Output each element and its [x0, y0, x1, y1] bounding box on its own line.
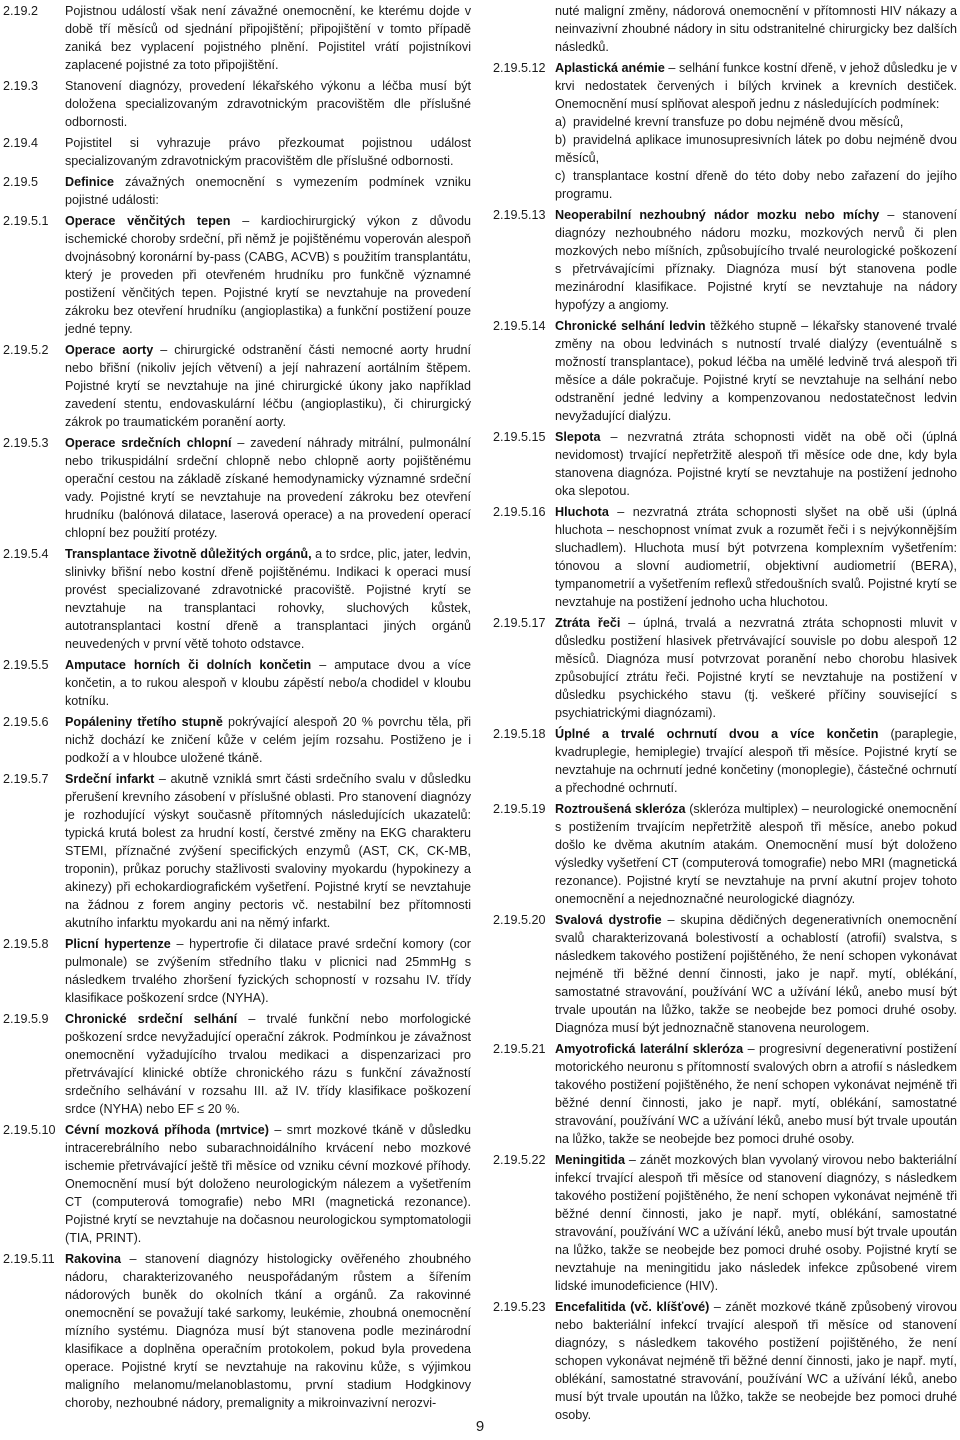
clause	[3, 173, 471, 209]
clause	[3, 713, 471, 767]
clause-text: – zánět mozkové tkáně způsobený virovou nebo bakteriální infekcí trvající alespoň tři měsíce od stanovení diagnózy, s následkem takového postižení pojištěného, že není schopen vykonávat nejméně tři běžné denní činnosti, jako je např. mytí, oblékání, samostatné stravování, používání WC a užívání léků, anebo musí být trvale upoután na lůžko, takže se neobejde bez pomoci druhé osoby.	[555, 1300, 957, 1422]
clause	[493, 503, 957, 611]
clause-text: Pojistitel si vyhrazuje právo přezkoumat pojistnou událost specializovaným zdravotnickým pracovištěm dle příslušné odbornosti.	[65, 136, 471, 168]
clause-number: 2.19.5.14	[493, 319, 546, 333]
clause-body	[65, 1121, 471, 1247]
clause-text: Stanovení diagnózy, provedení lékařského výkonu a léčba musí být doložena specializovaným zdravotnickým pracovištěm dle příslušné odbornosti.	[65, 79, 471, 129]
clause-number: 2.19.5.22	[493, 1153, 546, 1167]
clause-text: – stanovení diagnózy nezhoubného nádoru mozku, mozkových nervů či plen mozkových nebo míšních, způsobujícího trvalé neurologické poškození s přetrvávajícími příznaky. Diagnóza musí být stanovena podle mezinárodní klasifikace. Pojistné krytí se nevztahuje na nádory hypofýzy a angiomy.	[555, 208, 957, 312]
clause-number: 2.19.5.7	[3, 772, 49, 786]
clause-term: Neoperabilní nezhoubný nádor mozku nebo míchy	[555, 208, 880, 222]
clause-body	[65, 212, 471, 338]
clause-term: Srdeční infarkt	[65, 772, 155, 786]
clause-subitem	[555, 167, 957, 203]
clause	[3, 341, 471, 431]
clause-number: 2.19.4	[3, 136, 39, 150]
clause-body	[555, 503, 957, 611]
clause-body	[65, 434, 471, 542]
subitem-text: transplantace kostní dřeně do této doby nebo zařazení do jejího programu.	[555, 169, 957, 201]
clause-text: závažných onemocnění s vymezením podmínek vzniku pojistné události:	[65, 175, 471, 207]
clause-term: Chronické srdeční selhání	[65, 1012, 238, 1026]
clause-term: Popáleniny třetího stupně	[65, 715, 223, 729]
clause-number: 2.19.5.20	[493, 913, 546, 927]
clause-text: – chirurgické odstranění části nemocné aorty hrudní nebo břišní (nikoliv jejích větvení) a její nahrazení aortálním štěpem. Pojistné krytí se nevztahuje na jiné chirurgické úkony jako například zavedení stentu, endovaskulární léčbu (angioplastiku), či chirurgický zákrok po traumatickém poranění aorty.	[65, 343, 471, 429]
clause-text: – skupina dědičných degenerativních onemocnění svalů charakterizovaná bolestivostí a ochablostí (atrofií) svalstva, s následkem takového postižení pojištěného, že není schopen vykonávat nejméně tři běžné denní činnosti, jako je např. mytí, oblékání, samostatné stravování, používání WC a užívání léků, anebo musí být trvale upoután na lůžko, takže se neobejde bez pomoci druhé osoby. Diagnóza musí být jednoznačně stanovena neurologem.	[555, 913, 957, 1035]
clause-body	[555, 1298, 957, 1424]
clause-text: – kardiochirurgický výkon z důvodu ischemické choroby srdeční, při němž je pojištěnému voperován alespoň dvojnásobný koronární by-pass (CABG, ACVB) s použitím transplantátu, který je proveden při otevřeném hrudníku pro funkčně významné postižení věnčitých tepen. Pojistné krytí se nevztahuje na provedení zákroku bez otevření hrudníku (angioplastika) a funkční postižení pouze jedné tepny.	[65, 214, 471, 336]
clause-body	[555, 206, 957, 314]
clause-number: 2.19.5.6	[3, 715, 49, 729]
clause-number: 2.19.3	[3, 79, 39, 93]
clause-term: Roztroušená skleróza	[555, 802, 686, 816]
clause-text: (paraplegie, kvadruplegie, hemiplegie) trvající alespoň tři měsíce. Pojistné krytí se nevztahuje na ochrnutí jedné končetiny (monoplegie), částečné ochrnutí a přechodné ochrnutí.	[555, 727, 957, 795]
clause	[493, 428, 957, 500]
clause-number: 2.19.2	[3, 4, 39, 18]
clause-text: – smrt mozkové tkáně v důsledku intracerebrálního nebo subarachnoidálního krvácení nebo mozkové ischemie přetrvávající ještě tři měsíce od vzniku cévní mozkové příhody. Onemocnění musí být doloženo neurologickým nálezem a vyšetřením CT (computerová tomografie) nebo MRI (magnetická rezonance). Pojistné krytí se nevztahuje na dočasnou neurologickou symptomatologii (TIA, PRINT).	[65, 1123, 471, 1245]
clause	[3, 1010, 471, 1118]
clause-text: – hypertrofie či dilatace pravé srdeční komory (cor pulmonale) se zvýšením středního tlaku v plicnici nad 25mmHg s následkem trvalého zhoršení fyzických schopností v rozsahu IV. třídy klasifikace poškození srdce (NYHA).	[65, 937, 471, 1005]
clause-number: 2.19.5.11	[3, 1252, 55, 1266]
subitem-text: pravidelná aplikace imunosupresivních látek po dobu nejméně dvou měsíců,	[555, 133, 957, 165]
clause-body	[65, 341, 471, 431]
clause-body	[65, 1250, 471, 1412]
clause	[493, 911, 957, 1037]
clause-body	[555, 2, 957, 56]
clause-body	[555, 1151, 957, 1295]
page-number: 9	[475, 1418, 485, 1435]
clause-body	[555, 911, 957, 1037]
clause-number: 2.19.5.2	[3, 343, 49, 357]
clause-text: – selhání funkce kostní dřeně, v jehož důsledku je v krvi nedostatek červených i bílých krvinek a krevních destiček. Onemocnění musí splňovat alespoň jednu z následujících podmínek:	[555, 61, 957, 111]
clause-body	[65, 77, 471, 131]
clause-body	[65, 173, 471, 209]
clause-term: Operace srdečních chlopní	[65, 436, 232, 450]
clause-term: Amyotrofická laterální skleróza	[555, 1042, 744, 1056]
clause-text: – progresivní degenerativní postižení motorického neuronu s přítomností svalových obrn a atrofií s následkem takového postižení pojištěného, že není schopen vykonávat nejméně tři běžné denní činnosti, jako je např. mytí, oblékání, samostatné stravování, používání WC a užívání léků, anebo musí být trvale upoután na lůžko, takže se neobejde bez pomoci druhé osoby.	[555, 1042, 957, 1146]
subitem-label: a)	[555, 115, 567, 129]
clause	[493, 2, 957, 56]
clause-number: 2.19.5.17	[493, 616, 546, 630]
clause	[3, 935, 471, 1007]
clause-number: 2.19.5.9	[3, 1012, 49, 1026]
clause-term: Cévní mozková příhoda (mrtvice)	[65, 1123, 269, 1137]
clause	[3, 434, 471, 542]
clause-text: – nezvratná ztráta schopnosti slyšet na obě uši (úplná hluchota – neschopnost vnímat zvuk a rozumět řeči i s nejvýkonnějším sluchadlem). Hluchota musí být potvrzena komplexním vyšetřením: tónovou a slovní audiometrií, objektivní audiometrií (BERA), tympanometrií a vyšetřením reflexů středoušních svalů. Pojistné krytí se nevztahuje na postižení jednoho ucha hluchotou.	[555, 505, 957, 609]
clause	[3, 134, 471, 170]
clause-text: pokrývající alespoň 20 % povrchu těla, při nichž dochází ke zničení kůže v celém jejím rozsahu. Postiženo je i podkoží a v hloubce uložené tkáně.	[65, 715, 472, 765]
clause-number: 2.19.5.13	[493, 208, 546, 222]
clause-text: nuté maligní změny, nádorová onemocnění v přítomnosti HIV nákazy a neinvazivní zhoubné nádory in situ odstranitelné chirurgicky bez dalších následků.	[555, 4, 957, 54]
clause-term: Hluchota	[555, 505, 609, 519]
clause-term: Encefalitida (vč. klíšťové)	[555, 1300, 710, 1314]
clause-term: Transplantace životně důležitých orgánů,	[65, 547, 312, 561]
clause	[3, 545, 471, 653]
clause-text: – zavedení náhrady mitrální, pulmonální nebo trikuspidální srdeční chlopně nebo chlopně aorty pojištěnému operační cestou na základě získané hemodynamicky významné srdeční vady. Pojistné krytí se nevztahuje na provedení zákroku bez otevření hrudníku (balónová dilatace, laserová operace) a na provedení operací chlopní bez použití protézy.	[65, 436, 471, 540]
clause	[493, 614, 957, 722]
clause-subitem	[555, 131, 957, 167]
clause-number: 2.19.5.3	[3, 436, 49, 450]
clause	[493, 206, 957, 314]
clause-text: – úplná, trvalá a nezvratná ztráta schopnosti mluvit v důsledku postižení hlasivek přetrvávající souvisle po dobu alespoň 12 měsíců. Diagnóza musí potvrzovat poranění nebo chorobu hlasivek způsobující ztrátu řeči. Pojistné krytí se nevztahuje na postižení v důsledku psychického stavu (tj. veškeré příčiny související s psychiatrickými diagnózami).	[555, 616, 957, 720]
clause-term: Operace věnčitých tepen	[65, 214, 231, 228]
clause-text: těžkého stupně – lékařsky stanovené trvalé změny na obou ledvinách s nutností trvalé dialýzy (eventuálně s možností transplantace), pokud léčba na umělé ledvině trvá alespoň tři měsíce a dále pokračuje. Pojistné krytí se nevztahuje na selhání nebo odstranění jedné ledviny a kompenzovanou nedostatečnost ledvin nevyžadující dialýzu.	[555, 319, 957, 423]
clause	[3, 1250, 471, 1412]
clause-text: – nezvratná ztráta schopnosti vidět na obě oči (úplná nevidomost) trvající nepřetržitě alespoň tři měsíce ode dne, kdy byla stanovena diagnóza. Pojistné krytí se nevztahuje na postižení jednoho oka slepotou.	[555, 430, 957, 498]
clause-number: 2.19.5.1	[3, 214, 49, 228]
clause	[3, 1121, 471, 1247]
clause-body	[65, 770, 471, 932]
clause-text: a to srdce, plic, jater, ledvin, slinivky břišní nebo kostní dřeně pojištěnému. Indikaci k operaci musí provést specializované zdravotnické pracoviště. Pojistné krytí se nevztahuje na transplantaci rohovky, sluchových kůstek, autotransplantaci kostní dřeně a transplantaci jiných orgánů neuvedených v první větě tohoto odstavce.	[65, 547, 472, 651]
clause	[493, 800, 957, 908]
clause-number: 2.19.5.21	[493, 1042, 546, 1056]
clause-term: Svalová dystrofie	[555, 913, 662, 927]
clause-number: 2.19.5.10	[3, 1123, 56, 1137]
clause-number: 2.19.5.5	[3, 658, 49, 672]
clause-number: 2.19.5.18	[493, 727, 546, 741]
clause	[493, 59, 957, 203]
clause-number: 2.19.5.23	[493, 1300, 546, 1314]
clause-term: Rakovina	[65, 1252, 121, 1266]
clause	[3, 770, 471, 932]
clause-number: 2.19.5.16	[493, 505, 546, 519]
clause-text: – stanovení diagnózy histologicky ověřeného zhoubného nádoru, charakterizovaného neuspořádaným růstem a šířením nádorových buněk do okolních tkání a orgánů. Za rakovinné onemocnění se považují také sarkomy, leukémie, zhoubná onemocnění mízního systému. Diagnóza musí být stanovena podle mezinárodní klasifikace a doplněna operačním protokolem, pokud byla provedena operace. Pojistné krytí se nevztahuje na rakovinu kůže, s výjimkou maligního melanomu/melanoblastomu, první stadium Hodgkinovy choroby, nezhoubné nádory, premalignity a mikroinvazivní nerozvi-	[65, 1252, 471, 1410]
clause-term: Ztráta řeči	[555, 616, 621, 630]
clause-number: 2.19.5.15	[493, 430, 546, 444]
clause	[493, 317, 957, 425]
clause-body	[65, 2, 471, 74]
clause-body	[65, 935, 471, 1007]
clause-text: – amputace dvou a více končetin, a to rukou alespoň v kloubu zápěstí nebo/a chodidel v kloubu kotníku.	[65, 658, 471, 708]
subitem-label: b)	[555, 133, 567, 147]
clause	[3, 77, 471, 131]
clause-term: Chronické selhání ledvin	[555, 319, 706, 333]
clause	[3, 212, 471, 338]
clause-text: – akutně vzniklá smrt části srdečního svalu v důsledku přerušení krevního zásobení v příslušné oblasti. Pro stanovení diagnózy je rozhodující výskyt současně přítomných následujících ukazatelů: typická krutá bolest za hrudní kostí, čerstvé změny na EKG charakteru STEMI, příznačné zvýšení specifických enzymů (AST, CK, CK-MB, troponin), průkaz poruchy stažlivosti svaloviny myokardu (hypokinezy a akinezy) při echokardiografickém vyšetření. Pojistné krytí se nevztahuje na žádnou z forem anginy pectoris vč. nestabilní bez přítomnosti akutního infarktu myokardu ani na němý infarkt.	[65, 772, 472, 930]
clause-term: Meningitida	[555, 1153, 625, 1167]
clause-body	[555, 725, 957, 797]
clause-body	[65, 656, 471, 710]
left-column	[3, 2, 471, 1415]
clause-body	[65, 134, 471, 170]
clause-number: 2.19.5.8	[3, 937, 49, 951]
clause	[3, 656, 471, 710]
clause	[3, 2, 471, 74]
clause-number: 2.19.5.12	[493, 61, 546, 75]
clause	[493, 1298, 957, 1424]
clause-subitem	[555, 113, 957, 131]
clause-body	[65, 713, 471, 767]
clause-term: Aplastická anémie	[555, 61, 665, 75]
clause-body	[555, 614, 957, 722]
clause-body	[555, 317, 957, 425]
clause	[493, 1151, 957, 1295]
clause-text: (skleróza multiplex) – neurologické onemocnění s postižením trvajícím nepřetržitě alespoň tři měsíce, anebo pokud došlo ke dvěma akutním atakám. Onemocnění musí být doloženo výsledky vyšetření CT (computerová tomografie) nebo MRI (magnetická rezonance). Pojistné krytí se nevztahuje na první akutní projev tohoto onemocnění a nejednoznačné neurologické diagnózy.	[555, 802, 957, 906]
clause-term: Slepota	[555, 430, 601, 444]
clause	[493, 725, 957, 797]
subitem-label: c)	[555, 169, 566, 183]
clause-text: Pojistnou událostí však není závažné onemocnění, ke kterému dojde v době tří měsíců od sjednání připojištění; připojištění v tomto případě zaniká bez vyplacení pojistného plnění. Pojistitel vrátí pojistníkovi zaplacené pojistné za toto připojištění.	[65, 4, 471, 72]
clause-number: 2.19.5.19	[493, 802, 546, 816]
clause-body	[555, 1040, 957, 1148]
clause-term: Plicní hypertenze	[65, 937, 171, 951]
clause-term: Operace aorty	[65, 343, 154, 357]
clause-text: – trvalé funkční nebo morfologické poškození srdce nevyžadující operační zákrok. Podmínkou je závažnost onemocnění vyžadujícího trvalou medikaci a dispenzarizaci pro přetrvávající klinické obtíže chronického rázu s funkční závažností srdečního selhávání v rozsahu III. až IV. třídy klasifikace poškození srdce (NYHA) nebo EF ≤ 20 %.	[65, 1012, 471, 1116]
clause-body	[555, 800, 957, 908]
clause-term: Amputace horních či dolních končetin	[65, 658, 312, 672]
clause-text: – zánět mozkových blan vyvolaný virovou nebo bakteriální infekcí trvající alespoň tři měsíce od stanovení diagnózy, s následkem takového postižení pojištěného, že není schopen vykonávat nejméně tři běžné denní činnosti, jako je např. mytí, oblékání, samostatné stravování, používání WC a užívání léků, anebo musí být trvale upoután na lůžko, takže se neobejde bez pomoci druhé osoby. Pojistné krytí se nevztahuje na meningitidu jako následek infekce způsobené virem lidské imunodeficience (HIV).	[555, 1153, 957, 1293]
clause-body	[65, 1010, 471, 1118]
clause	[493, 1040, 957, 1148]
clause-term: Definice	[65, 175, 114, 189]
clause-body	[555, 428, 957, 500]
clause-term: Úplné a trvalé ochrnutí dvou a více končetin	[555, 727, 879, 741]
clause-body	[555, 59, 957, 203]
subitem-text: pravidelné krevní transfuze po dobu nejméně dvou měsíců,	[573, 115, 904, 129]
clause-number: 2.19.5	[3, 175, 39, 189]
clause-body	[65, 545, 471, 653]
clause-number: 2.19.5.4	[3, 547, 49, 561]
right-column	[493, 2, 957, 1427]
